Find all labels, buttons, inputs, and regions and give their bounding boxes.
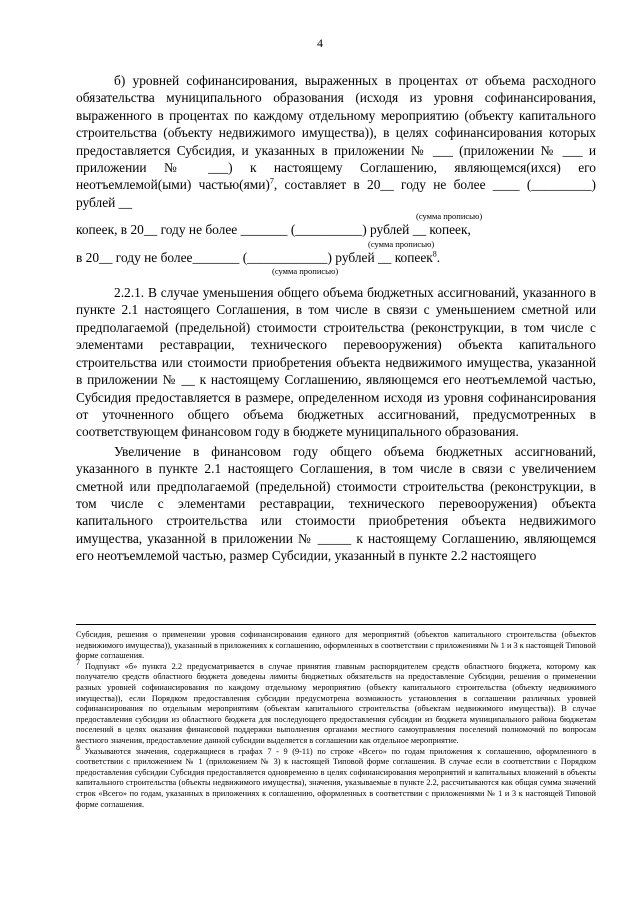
amount-line-3-tail: . xyxy=(436,249,441,265)
caption-row-3 xyxy=(76,266,596,276)
footnote-ref-8: 8 xyxy=(432,249,437,259)
footnote-7-mark: 7 xyxy=(76,658,80,668)
footnote-7 xyxy=(76,658,596,747)
paragraph-subpoint-b xyxy=(76,72,596,211)
footnote-8-mark: 8 xyxy=(76,742,80,752)
footnote-continuation: Субсидия, решения о применении уровня софинансирования единого для мероприятий (объектов капитального строительства (объектов недвижимого имущества)), указанный в приложениях к соглашению, оформленных в соответствии с приложениями № 1 и 3 к настоящей Типовой форме соглашения. xyxy=(76,630,596,661)
page-number: 4 xyxy=(317,36,323,50)
footnote-8-text: Указываются значения, содержащиеся в графах 7 - 9 (9-11) по строке «Всего» по годам приложения к соглашению, оформленного в соответствии с приложением № 1 (приложением № 3) к настоящей Типовой форме соглашения. В случае если в соответствии с Порядком предоставления субсидии Субсидия предоставляется одновременно в целях софинансирования мероприятий и капитальных вложений в объекты капитального строительства (объекты недвижимого имущества), значения, указываемые в пункте 2.2, рассчитываются как общая сумма значений строк «Всего» по годам, указанных в приложениях к соглашению, оформленных в соответствии с приложениями № 1 и 3 к настоящей Типовой форме соглашения. xyxy=(76,746,596,809)
paragraph-2-2-1: 2.2.1. В случае уменьшения общего объема бюджетных ассигнований, указанного в пункте 2.1 настоящего Соглашения, в том числе в связи с уменьшением сметной или предполагаемой (предельной) стоимости строительства (реконструкции, в том числе с элементами реставрации, технического перевооружения) объекта капитального строительства или стоимости приобретения объекта недвижимого имущества, указанной в приложении № __ к настоящему Соглашению, являющемся его неотъемлемой частью, Субсидия предоставляется в размере, определенном исходя из уровня софинансирования от уточненного общего объема бюджетных ассигнований, предусмотренных в соответствующем финансовом году в бюджете муниципального образования. xyxy=(76,285,596,440)
footnote-separator xyxy=(76,624,596,625)
amount-caption-2: (сумма прописью) xyxy=(368,238,435,249)
amount-caption-3: (сумма прописью) xyxy=(272,266,339,277)
footnote-8 xyxy=(76,742,596,811)
amount-caption-1: (сумма прописью) xyxy=(416,211,483,222)
amount-line-3 xyxy=(76,249,596,266)
footnotes xyxy=(76,630,596,810)
amount-line-2: копеек, в 20__ году не более _______ (__________) рублей __ копеек, xyxy=(76,222,471,238)
caption-row-2 xyxy=(76,239,596,249)
paragraph-increase: Увеличение в финансовом году общего объема бюджетных ассигнований, указанного в пункте 2.1 настоящего Соглашения, в том числе в связи с увеличением сметной или предполагаемой (предельной) стоимости строительства (реконструкции, в том числе с элементами реставрации, технического перевооружения) объекта капитального строительства или стоимости приобретения объекта недвижимого имущества, указанной в приложении № _____ к настоящему Соглашению, являющемся его неотъемлемой частью, размер Субсидии, указанный в пункте 2.2 настоящего xyxy=(76,443,596,564)
footnote-7-text: Подпункт «б» пункта 2.2 предусматривается в случае принятия главным распорядителем средств областного бюджета, которому как получателю средств областного бюджета доведены лимиты бюджетных обязательств на предоставление Субсидии, решения о применении разных уровней софинансирования по каждому отдельному мероприятию (объекту капитального строительства (объекту недвижимого имущества)), если Порядком предоставления субсидии предусмотрена возможность установления в соглашении различных уровней софинансирования по отдельным мероприятиям (объектам капитального строительства (объектам недвижимого имущества)). В случае предоставления субсидии из областного бюджета для последующего предоставления субсидии из бюджета муниципального района бюджетам поселений в целях оказания финансовой поддержки выполнения органами местного самоуправления поселений полномочий по вопросам местного значения, предоставление данной субсидии выделяется в соглашении как отдельное мероприятие. xyxy=(76,661,596,745)
amount-line-3-text: в 20__ году не более_______ (____________) рублей __ копеек xyxy=(76,249,433,265)
paragraph-subpoint-b-tail: , составляет в 20__ году не более ____ (_________) рублей __ xyxy=(76,177,596,210)
footnote-ref-7: 7 xyxy=(269,176,274,186)
paragraph-subpoint-b-text: б) уровней софинансирования, выраженных в процентах от объема расходного обязательства муниципального образования (исходя из уровня софинансирования, выраженного в процентах по каждому отдельному мероприятию (объекту капитального строительства (объекту недвижимого имущества)), в целях софинансирования которых предоставляется Субсидия, и указанных в приложении № ___ (приложении № ___ и приложении № ___) к настоящему Соглашению, являющемся(ихся) его неотъемлемой(ыми) частью(ями) xyxy=(76,73,596,193)
document-body xyxy=(76,72,596,565)
caption-row-1 xyxy=(76,211,596,221)
